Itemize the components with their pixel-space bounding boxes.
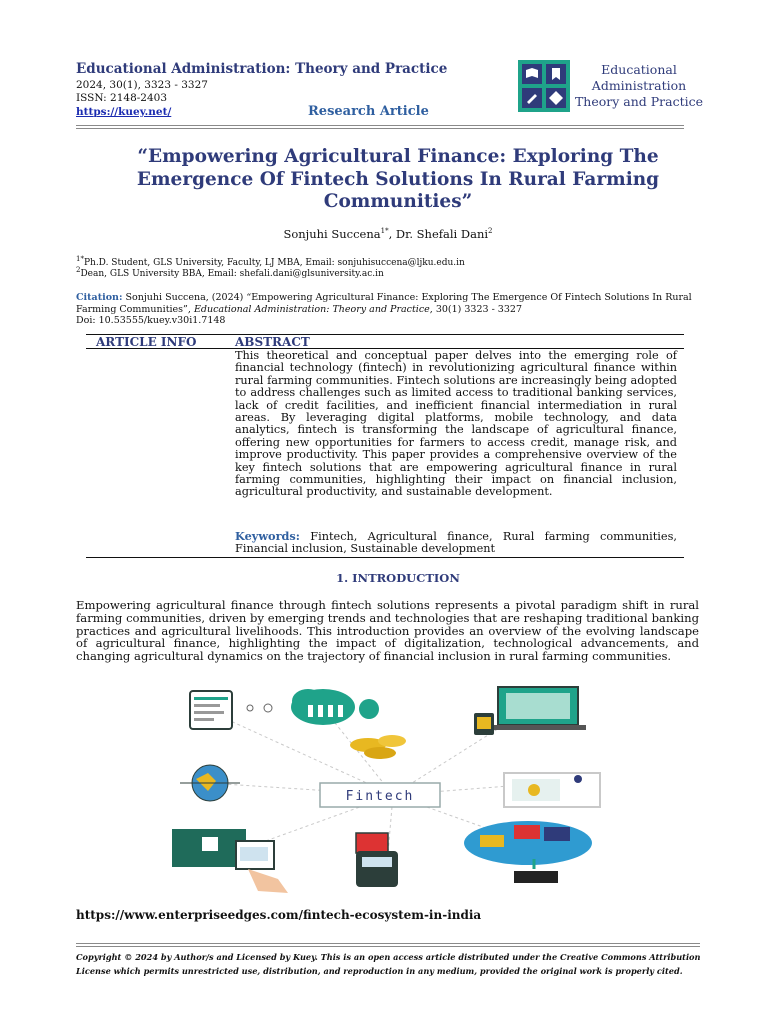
svg-text:Fintech: Fintech [345,789,415,804]
copyright-notice: Copyright © 2024 by Author/s and Licensed by Kuey. This is an open access article distributed under the Creative Commons Attribution License which permits unrestricted use, distribution, and reproduction in any medium, provided the original work is properly cited. [76,952,701,976]
keywords: Keywords: Fintech, Agricultural finance, Rural farming communities, Financial inclusion, Sustainable development [235,529,677,556]
logo-wordmark: Educational Administration Theory and Practice [574,62,704,109]
affiliation-1: $^{1*}$Ph.D. Student, GLS University, Faculty, LJ MBA, Email: sonjuhisuccena@ljku.edu.in [76,255,465,268]
introduction-heading: 1. INTRODUCTION [336,571,460,585]
header-divider [76,125,684,126]
card-terminal-icon [356,833,398,887]
journal-url-link[interactable]: https://kuey.net/ [76,106,172,118]
introduction-paragraph: Empowering agricultural finance through fintech solutions represents a pivotal paradigm shift in rural farming communities, driven by emerging trends and technologies that are reshaping traditional banking practices and agricultural livelihoods. This introduction provides an overview of the evolving landscape of agricultural finance, highlighting the impact of digitalization, technological advancements, and changing agricultural dynamics on the trajectory of financial inclusion in rural farming communities. [76,598,699,664]
laptop-icon [474,687,586,735]
volume-line: 2024, 30(1), 3323 - 3327 [76,79,208,91]
mobile-app-icon [190,691,272,729]
logo-icon [518,60,570,112]
journal-logo [518,60,706,112]
doi: Doi: 10.53555/kuey.v30i1.7148 [76,315,226,326]
issn-line: ISSN: 2148-2403 [76,92,168,104]
monitor-icon [504,773,600,807]
footer-divider [76,946,700,947]
fintech-ecosystem-illustration [168,683,618,893]
article-type: Research Article [308,104,429,119]
table-bottom-rule [86,557,684,558]
header-divider [76,128,684,129]
abstract-heading: ABSTRACT [235,335,310,349]
fintech-center-label [320,783,440,807]
globe-icon [180,765,240,801]
abstract-text: This theoretical and conceptual paper delves into the emerging role of financial technology (fintech) in revolutionizing agricultural finance within rural farming communities. Fintech solutions are increasingly being adopted to address challenges such as limited access to traditional banking services, lack of credit facilities, and inefficient financial intermediation in rural areas. By leveraging digital platforms, mobile technology, and data analytics, fintech is transforming the landscape of agricultural finance, offering new opportunities for farmers to access credit, manage risk, and improve productivity. This paper provides a comprehensive overview of the key fintech solutions that are empowering agricultural finance in rural farming communities, highlighting their impact on financial inclusion, agricultural productivity, and sustainable development. [235,349,677,499]
fintech-figure [168,683,618,893]
tablet-bank-icon [172,829,288,893]
coins-icon [350,735,406,759]
article-info-heading: ARTICLE INFO [96,335,197,349]
cloud-bank-icon [291,689,379,725]
payment-cards-icon [464,821,592,883]
paper-title: “Empowering Agricultural Finance: Exploring The Emergence Of Fintech Solutions In Rural Farming Communities” [136,146,660,212]
figure-source-url[interactable]: https://www.enterpriseedges.com/fintech-ecosystem-in-india [76,908,482,922]
footer-divider [76,943,700,944]
author-line: Sonjuhi Succena$^{1*}$, Dr. Shefali Dani$^2$ [283,227,493,241]
journal-title: Educational Administration: Theory and Practice [76,61,448,77]
citation-block: Citation: Sonjuhi Succena, (2024) “Empowering Agricultural Finance: Exploring The Emergence Of Fintech Solutions In Rural Farming Communities”, Educational Administration: Theory and Practice, 30(1) 3323 - 3327 Doi: 10.53555/kuey.v30i1.7148 [76,292,692,326]
affiliation-2: $^2$Dean, GLS University BBA, Email: shefali.dani@glsuniversity.ac.in [76,266,384,279]
